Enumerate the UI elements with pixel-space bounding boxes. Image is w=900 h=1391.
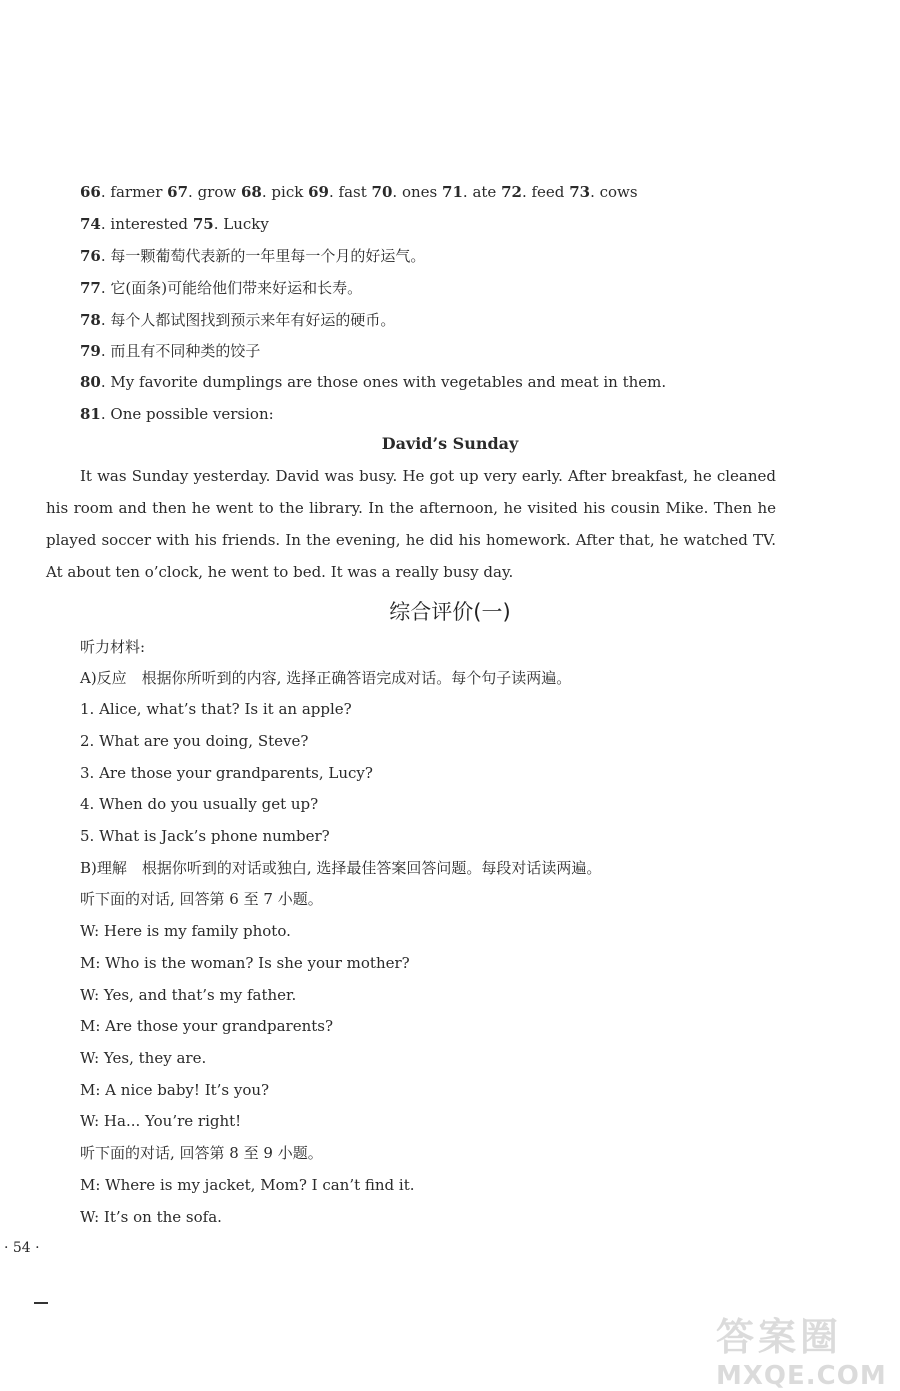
part-a-instructions: A)反应 根据你所听到的内容, 选择正确答语完成对话。每个句子读两遍。 [80, 669, 572, 687]
dialog-line: W: Here is my family photo. [80, 922, 291, 940]
answer-text: farmer [110, 183, 163, 201]
section-title: 综合评价(一) [389, 600, 511, 624]
list-item: 3. Are those your grandparents, Lucy? [80, 764, 373, 782]
dialog-line: W: Yes, and that’s my father. [80, 986, 297, 1004]
answer-text: fast [338, 183, 367, 201]
answer-num: 71 [442, 183, 463, 201]
answer-num: 66 [80, 183, 101, 201]
answer-text: interested [110, 215, 189, 233]
answer-num: 80 [80, 373, 101, 391]
answer-text: 而且有不同种类的饺子 [110, 342, 261, 360]
list-item: 5. What is Jack’s phone number? [80, 827, 330, 845]
answer-77: 77. 它(面条)可能给他们带来好运和长寿。 [80, 279, 363, 297]
watermark-logo [716, 1306, 887, 1391]
answer-row-66-73: 66. farmer 67. grow 68. pick 69. fast 70. ones 71. ate 72. feed 73. cows [80, 183, 638, 201]
footer-dash [34, 1302, 48, 1304]
answer-num: 67 [167, 183, 189, 201]
page-number: · 54 · [4, 1240, 40, 1256]
answer-num: 72 [501, 183, 522, 201]
answer-num: 74 [80, 215, 101, 233]
answer-num: 75 [192, 215, 214, 233]
answer-79: 79. 而且有不同种类的饺子 [80, 342, 261, 360]
answer-num: 73 [569, 183, 591, 201]
list-item: 4. When do you usually get up? [80, 795, 319, 813]
list-item: 1. Alice, what’s that? Is it an apple? [80, 700, 352, 718]
dialog-line: W: Yes, they are. [80, 1049, 207, 1067]
essay-body: It was Sunday yesterday. David was busy. He got up very early. After breakfast, he cleaned his room and then he went to the library. In the afternoon, he visited his cousin Mike. Then he played soccer with his friends. In the evening, he did his homework. After that, he watched TV. At about ten o’clock, he went to bed. It was a really busy day. [46, 467, 776, 581]
dialog-instructions: 听下面的对话, 回答第 6 至 7 小题。 [80, 890, 323, 908]
answer-num: 77 [80, 279, 101, 297]
answer-num: 68 [241, 183, 262, 201]
answer-num: 79 [80, 342, 101, 360]
dialog-line: W: Ha... You’re right! [80, 1112, 242, 1130]
answer-text: 它(面条)可能给他们带来好运和长寿。 [110, 279, 363, 297]
listening-header: 听力材料: [80, 638, 146, 656]
dialog-line: M: Where is my jacket, Mom? I can’t find it. [80, 1176, 415, 1194]
answer-text: feed [531, 183, 565, 201]
watermark-en: MXQE.COM [716, 1361, 887, 1391]
answer-num: 70 [371, 183, 393, 201]
dialog-instructions: 听下面的对话, 回答第 8 至 9 小题。 [80, 1144, 323, 1162]
answer-row-74-75: 74. interested 75. Lucky [80, 215, 269, 233]
part-b-instructions: B)理解 根据你听到的对话或独白, 选择最佳答案回答问题。每段对话读两遍。 [80, 859, 602, 877]
answer-text: 每一颗葡萄代表新的一年里每一个月的好运气。 [110, 247, 426, 265]
answer-81: 81. One possible version: [80, 405, 274, 423]
answer-num: 78 [80, 311, 101, 329]
answer-num: 76 [80, 247, 101, 265]
answer-text: pick [271, 183, 304, 201]
answer-text: 每个人都试图找到预示来年有好运的硬币。 [110, 311, 396, 329]
answer-text: Lucky [223, 215, 269, 233]
dialog-line: W: It’s on the sofa. [80, 1208, 222, 1226]
dialog-line: M: Are those your grandparents? [80, 1017, 333, 1035]
answer-text: grow [197, 183, 237, 201]
answer-num: 81 [80, 405, 101, 423]
list-item: 2. What are you doing, Steve? [80, 732, 309, 750]
answer-76: 76. 每一颗葡萄代表新的一年里每一个月的好运气。 [80, 247, 426, 265]
answer-text: ate [472, 183, 497, 201]
answer-text: ones [401, 183, 438, 201]
answer-num: 69 [308, 183, 329, 201]
answer-78: 78. 每个人都试图找到预示来年有好运的硬币。 [80, 311, 396, 329]
answer-text: One possible version: [110, 405, 274, 423]
answer-80: 80. My favorite dumplings are those ones with vegetables and meat in them. [80, 373, 667, 391]
watermark-cn: 答案圈 [716, 1315, 843, 1359]
dialog-line: M: A nice baby! It’s you? [80, 1081, 270, 1099]
answer-text: cows [599, 183, 638, 201]
answer-text: My favorite dumplings are those ones with vegetables and meat in them. [110, 373, 667, 391]
essay-title: David’s Sunday [381, 434, 519, 453]
dialog-line: M: Who is the woman? Is she your mother? [80, 954, 410, 972]
